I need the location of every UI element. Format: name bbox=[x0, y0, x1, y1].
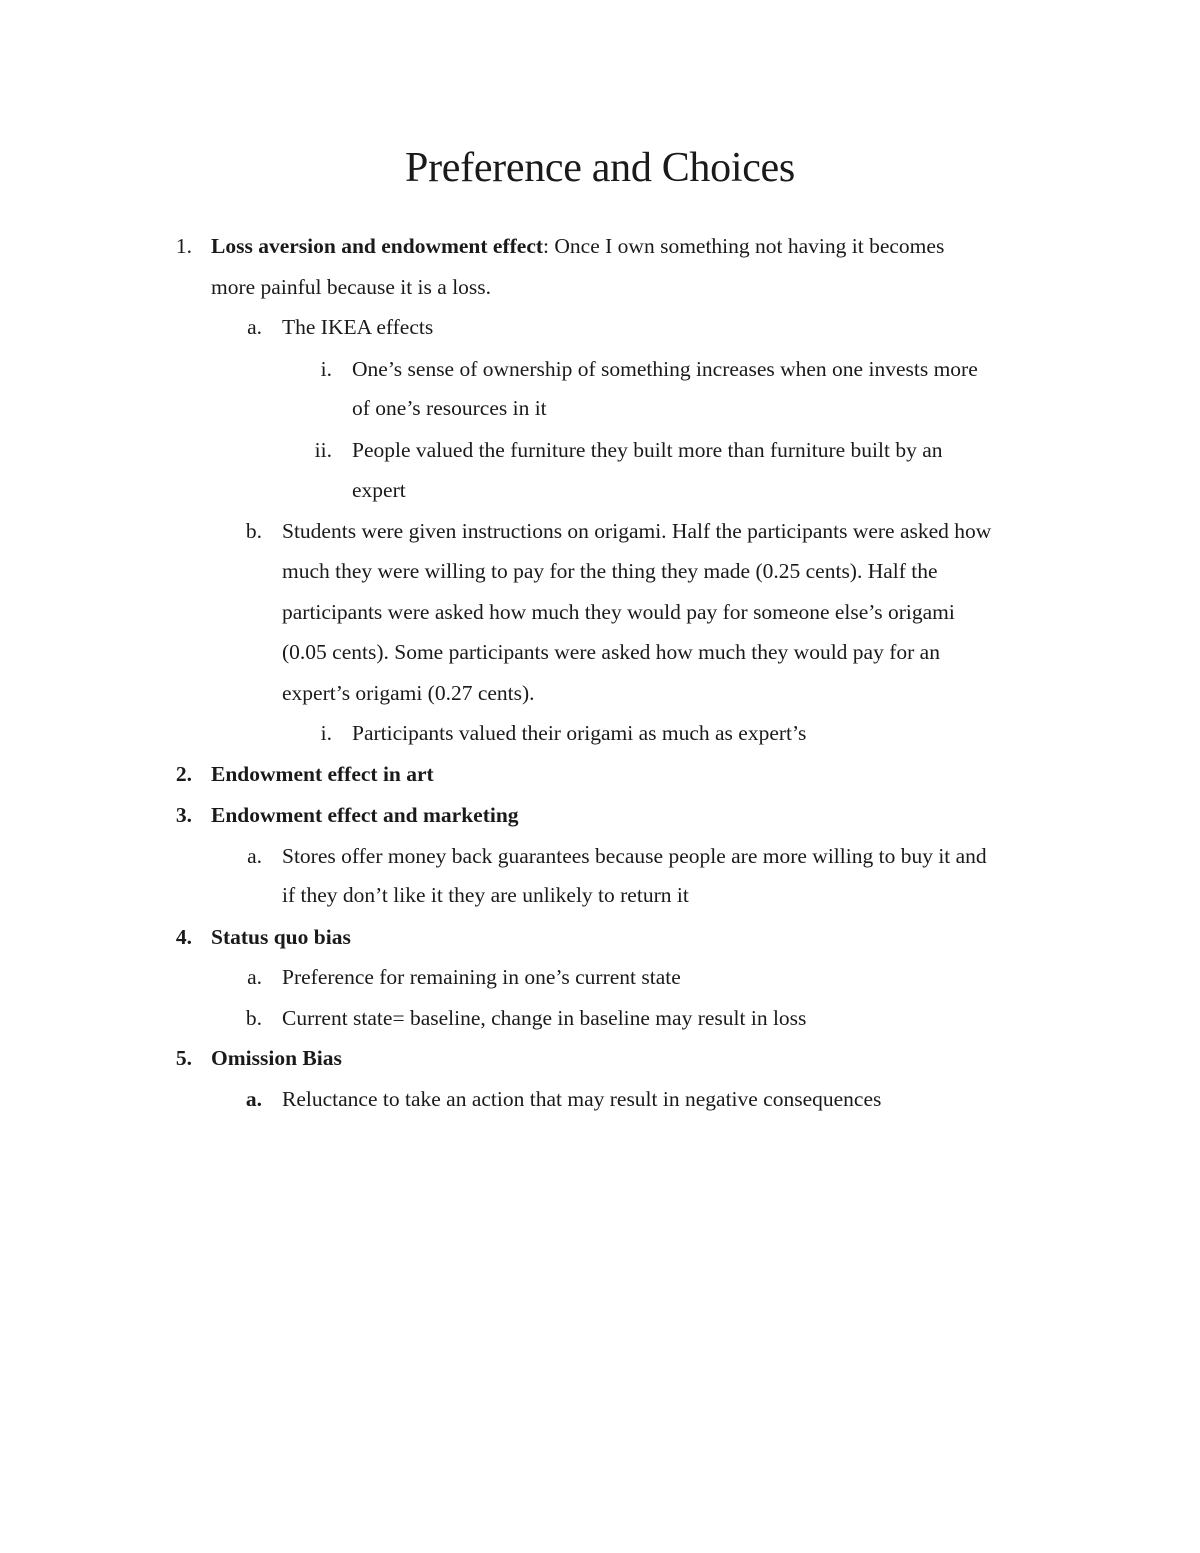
list-item-5-term: Omission Bias bbox=[211, 1046, 342, 1070]
list-item-1aii-line-2: expert bbox=[352, 478, 406, 502]
list-marker-1bi: i. bbox=[320, 721, 332, 745]
list-item-4a: Preference for remaining in one’s current state bbox=[282, 965, 681, 989]
list-marker-4: 4. bbox=[175, 925, 192, 949]
list-item-1ai-line-2: of one’s resources in it bbox=[352, 396, 547, 420]
list-marker-1b: b. bbox=[245, 519, 262, 543]
list-item-1aii-line-1: People valued the furniture they built more than furniture built by an bbox=[352, 438, 943, 462]
list-marker-1aii: ii. bbox=[314, 438, 332, 462]
list-item-1b-line-1: Students were given instructions on origami. Half the participants were asked how bbox=[282, 519, 992, 543]
list-item-3-term: Endowment effect and marketing bbox=[211, 803, 519, 827]
list-marker-5: 5. bbox=[175, 1046, 192, 1070]
list-marker-1ai: i. bbox=[320, 357, 332, 381]
list-marker-3: 3. bbox=[175, 803, 192, 827]
list-item-4b: Current state= baseline, change in baseline may result in loss bbox=[282, 1006, 807, 1030]
list-item-5a: Reluctance to take an action that may result in negative consequences bbox=[282, 1087, 882, 1111]
page-title: Preference and Choices bbox=[405, 145, 795, 191]
list-item-1b-line-5: expert’s origami (0.27 cents). bbox=[282, 681, 535, 705]
list-marker-4b: b. bbox=[245, 1006, 262, 1030]
list-marker-1: 1. bbox=[175, 234, 192, 258]
list-item-4-term: Status quo bias bbox=[211, 925, 351, 949]
list-item-3a-line-2: if they don’t like it they are unlikely to return it bbox=[282, 883, 689, 907]
list-item-1b-line-4: (0.05 cents). Some participants were asked how much they would pay for an bbox=[282, 640, 940, 664]
list-marker-5a: a. bbox=[245, 1087, 262, 1111]
list-item-1-text: Once I own something not having it becomes bbox=[549, 234, 945, 258]
list-marker-2: 2. bbox=[175, 762, 192, 786]
list-marker-4a: a. bbox=[247, 965, 262, 989]
list-item-2-term: Endowment effect in art bbox=[211, 762, 434, 786]
list-item-1b-line-3: participants were asked how much they would pay for someone else’s origami bbox=[282, 600, 955, 624]
list-item-1a: The IKEA effects bbox=[282, 315, 434, 339]
list-marker-1a: a. bbox=[247, 315, 262, 339]
list-item-1ai-line-1: One’s sense of ownership of something increases when one invests more bbox=[352, 357, 978, 381]
list-marker-3a: a. bbox=[247, 844, 262, 868]
list-item-1-line-2: more painful because it is a loss. bbox=[211, 275, 492, 299]
list-item-1b-line-2: much they were willing to pay for the thing they made (0.25 cents). Half the bbox=[282, 559, 938, 583]
list-item-3a-line-1: Stores offer money back guarantees because people are more willing to buy it and bbox=[282, 844, 987, 868]
list-item-1-line-1 bbox=[211, 232, 944, 260]
list-item-1-sep: : bbox=[543, 234, 550, 258]
list-item-1bi: Participants valued their origami as much as expert’s bbox=[352, 721, 807, 745]
list-item-1-term: Loss aversion and endowment effect bbox=[211, 234, 544, 258]
